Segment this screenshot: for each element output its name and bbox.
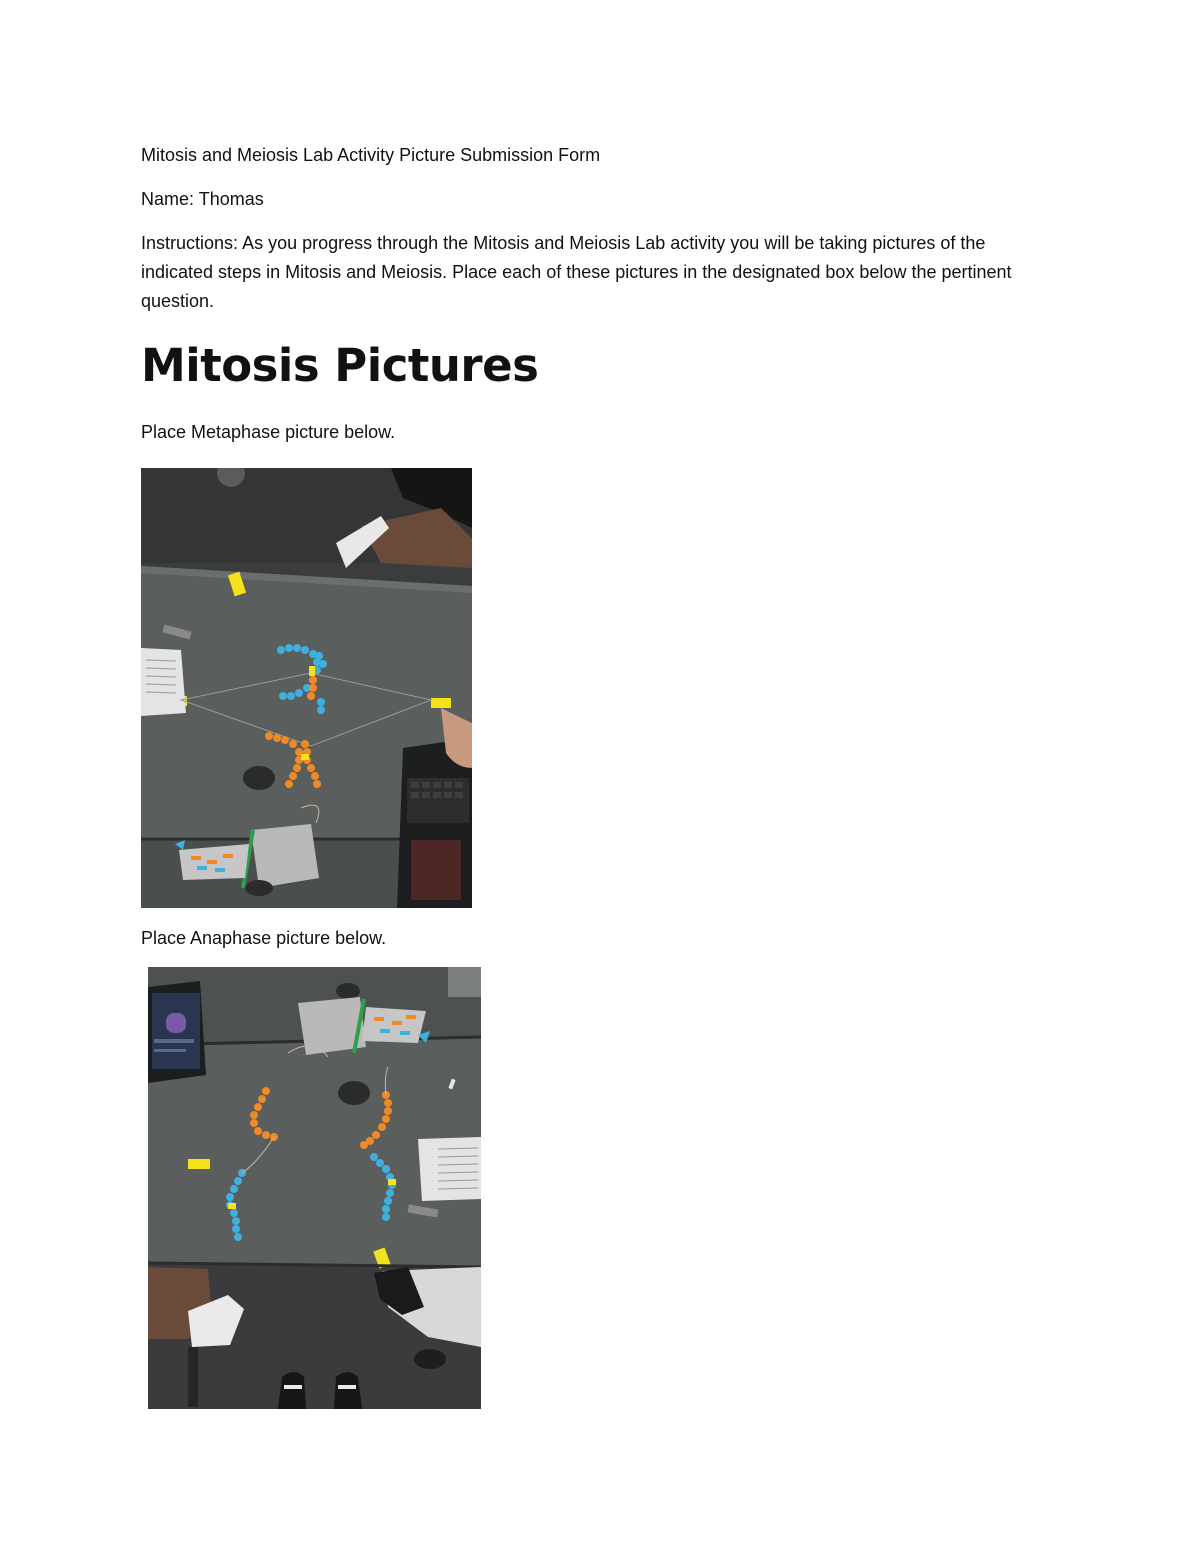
anaphase-photo-image — [148, 967, 481, 1409]
instructions-paragraph — [141, 229, 1061, 316]
name-label: Name: — [141, 189, 195, 209]
metaphase-prompt: Place Metaphase picture below. — [141, 422, 396, 442]
section-heading-mitosis: Mitosis Pictures — [141, 339, 539, 392]
anaphase-photo — [148, 967, 481, 1409]
name-line — [141, 185, 264, 214]
name-value: Thomas — [198, 189, 264, 209]
metaphase-photo — [141, 468, 472, 908]
anaphase-prompt: Place Anaphase picture below. — [141, 928, 387, 948]
instructions-label: Instructions: — [141, 233, 239, 253]
document-title: Mitosis and Meiosis Lab Activity Picture Submission Form — [141, 145, 601, 165]
instructions-text: As you progress through the Mitosis and Meiosis Lab activity you will be taking pictures of the indicated steps in Mitosis and Meiosis. Place each of these pictures in the designated box below the pertinent question. — [141, 233, 1012, 311]
metaphase-photo-image — [141, 468, 472, 908]
